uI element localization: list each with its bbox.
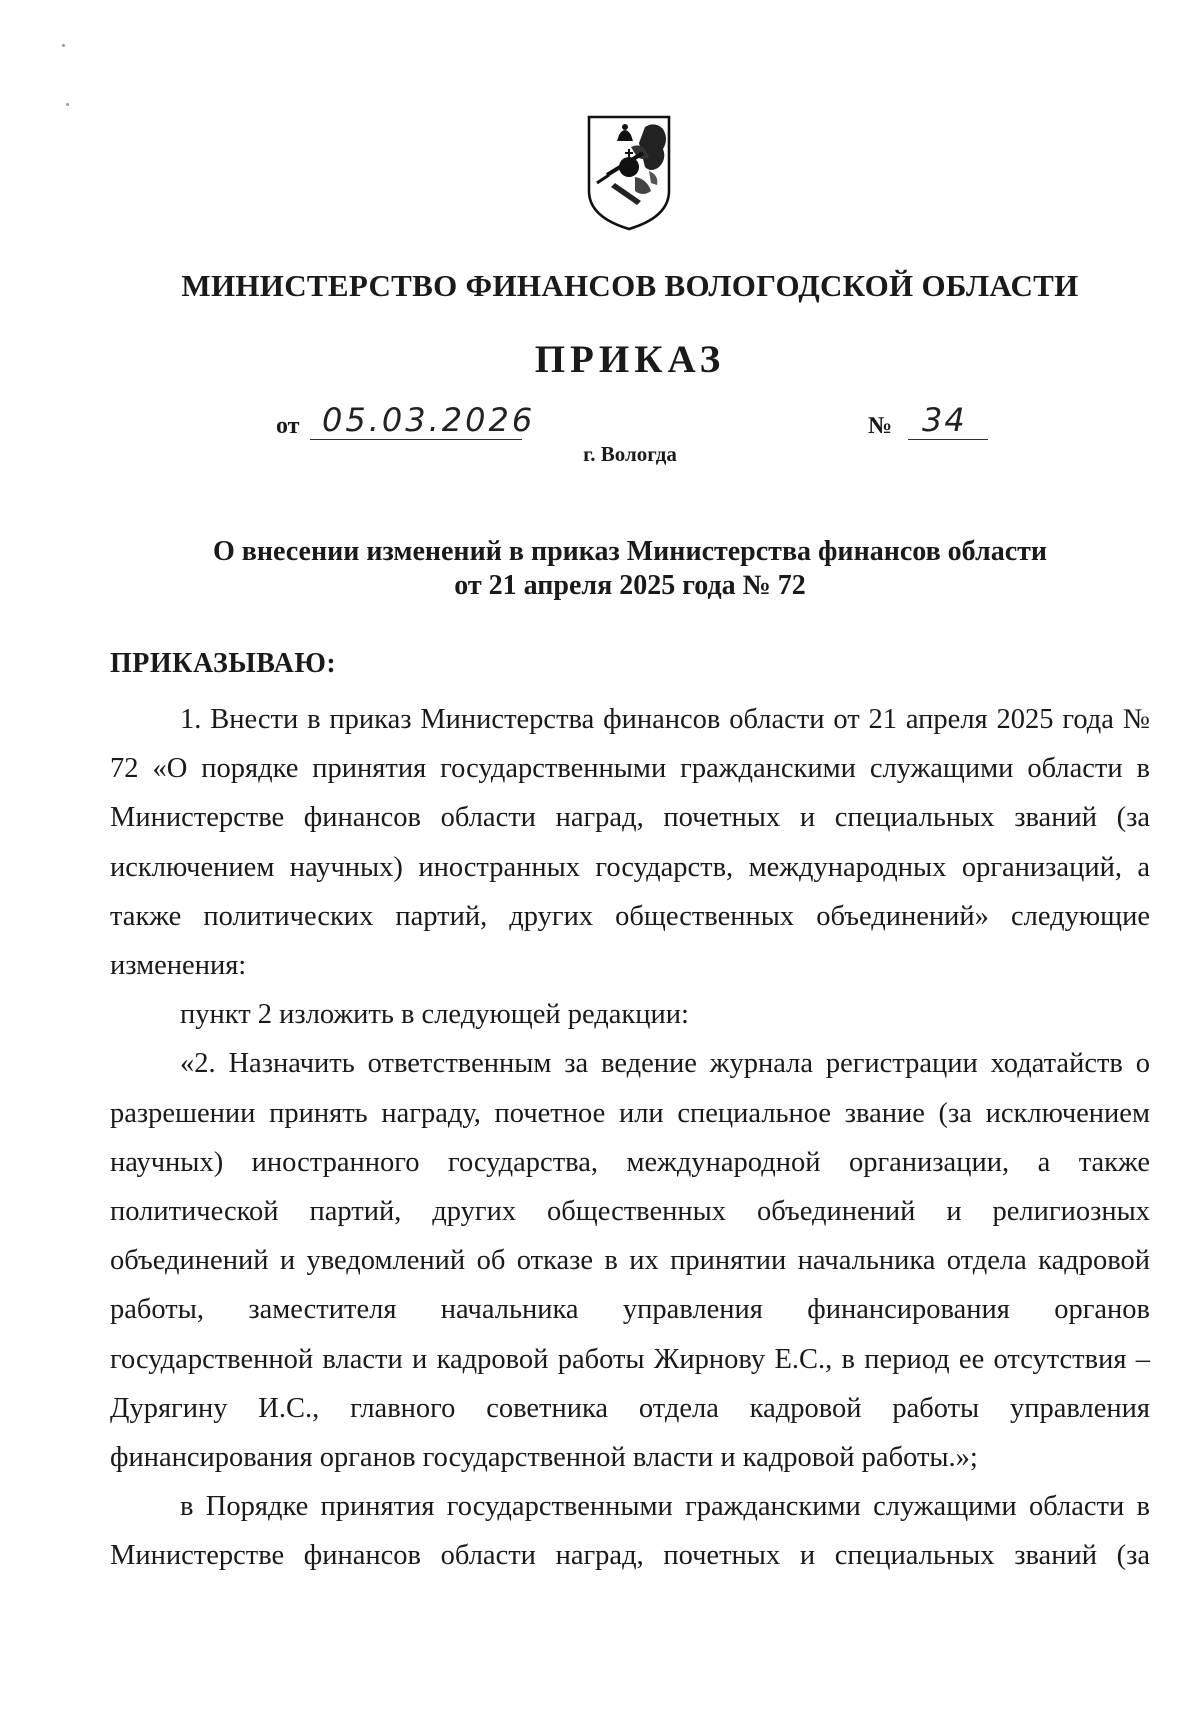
order-heading: ПРИКАЗ bbox=[534, 338, 726, 381]
scan-speck bbox=[62, 44, 65, 47]
title-line-1: О внесении изменений в приказ Министерства финансов области bbox=[212, 536, 1048, 567]
paragraph: «2. Назначить ответственным за ведение журнала регистрации ходатайств о разрешении принять награду, почетное или специальное звание (за исключением научных) иностранного государства, международной организации, а также политической партий, других общественных объединений и религиозных объединений и уведомлений об отказе в их принятии начальника отдела кадровой работы, заместителя начальника управления финансирования органов государственной власти и кадровой работы Жирнову Е.С., в период ее отсутствия – Дурягину И.С., главного советника отдела кадровой работы управления финансирования органов государственной власти и кадровой работы.»; bbox=[110, 1048, 1150, 1474]
title-line-2: от 21 апреля 2025 года № 72 bbox=[454, 570, 806, 601]
order-title bbox=[120, 535, 1140, 603]
paragraph: в Порядке принятия государственными гражданскими служащими области в Министерстве финансов области наград, почетных и специальных званий (за bbox=[110, 1491, 1150, 1572]
handwritten-date: 05.03.2026 bbox=[310, 401, 522, 440]
date-label: от bbox=[276, 413, 300, 439]
decree-heading: ПРИКАЗЫВАЮ: bbox=[110, 648, 337, 679]
scan-speck bbox=[66, 103, 69, 106]
coat-of-arms-emblem bbox=[585, 113, 673, 233]
number-label: № bbox=[868, 413, 893, 439]
paragraph: пункт 2 изложить в следующей редакции: bbox=[180, 999, 689, 1031]
ministry-name: МИНИСТЕРСТВО ФИНАНСОВ ВОЛОГОДСКОЙ ОБЛАСТИ bbox=[181, 268, 1079, 303]
city-name: г. Вологда bbox=[583, 442, 677, 466]
order-body bbox=[110, 695, 1150, 1581]
paragraph: 1. Внести в приказ Министерства финансов области от 21 апреля 2025 года № 72 «О порядке принятия государственными гражданскими служащими области в Министерстве финансов области наград, почетных и специальных званий (за исключением научных) иностранных государств, международных организаций, а также политических партий, других общественных объединений» следующие изменения: bbox=[110, 704, 1150, 982]
handwritten-number: 34 bbox=[908, 401, 988, 440]
